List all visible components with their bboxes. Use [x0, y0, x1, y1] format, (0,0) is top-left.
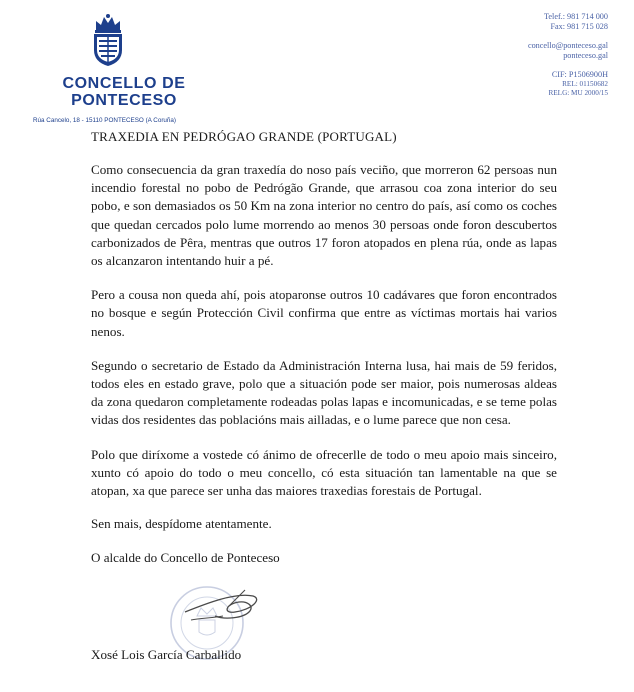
org-name-line1: CONCELLO DE [62, 75, 186, 92]
org-address: Rúa Cancelo, 18 - 15110 PONTECESO (A Coruña) [33, 117, 177, 124]
paragraph: Pero a cousa non queda ahí, pois atoparonse outros 10 cadávares que foron encontrados no bosque e según Protección Civil confirma que entre as víctimas mortais hai varios nenos. [91, 287, 557, 339]
contact-web: ponteceso.gal [563, 51, 608, 60]
letter-title: TRAXEDIA EN PEDRÓGAO GRANDE (PORTUGAL) [91, 129, 397, 144]
letter-body [91, 161, 557, 516]
contact-phone: Telef.: 981 714 000 [543, 12, 608, 21]
coat-of-arms-icon [88, 12, 128, 68]
paragraph: Segundo o secretario de Estado da Administración Interna lusa, hai mais de 59 feridos, todos eles en estado grave, polo que a situación pode ser maior, pois numerosas aldeas da zona quedaron completamente rodeadas polas lapas e incomunicadas, e se teme polas vidas dos residentes das poblacións mais ailladas, e o lume parece que non cesa. [91, 357, 557, 428]
closing: Sen mais, despídome atentamente. [91, 516, 272, 531]
contact-rel: REL: 01150682 [562, 80, 608, 88]
contact-fax: Fax: 981 715 028 [550, 22, 608, 31]
signer-title: O alcalde do Concello de Ponteceso [91, 550, 280, 565]
org-name-line2: PONTECESO [71, 92, 177, 109]
paragraph: Como consecuencia da gran traxedía do noso país veciño, que morreron 62 persoas nun incendio forestal no pobo de Pedrógão Grande, que arrasou coa zona interior do seu pobo, e son demasiados os 50 Km na zona interior no centro do país, así como os coches que quedan cercados polo lume morrendo ao menos 30 persoas onde foron descubertos carbonizados de Pêra, mentras que outros 17 foron atopados en plena rúa, onde as lapas os alcanzaron intentando huir a pé. [91, 162, 557, 269]
contact-block [528, 12, 608, 98]
signer-name: Xosé Lois García Carballido [91, 647, 242, 662]
contact-relg: RELG: MU 2000/15 [548, 89, 608, 97]
contact-email: concello@ponteceso.gal [527, 41, 608, 50]
paragraph: Polo que diríxome a vostede có ánimo de ofrecerlle de todo o meu apoio mais sinceiro, xunto có apoio do todo o meu concello, có esta situación tan lamentable na que se atopan, xa que parece ser unha das maiores traxedias forestais de Portugal. [91, 446, 557, 499]
contact-cif: CIF: P1506900H [551, 70, 608, 79]
